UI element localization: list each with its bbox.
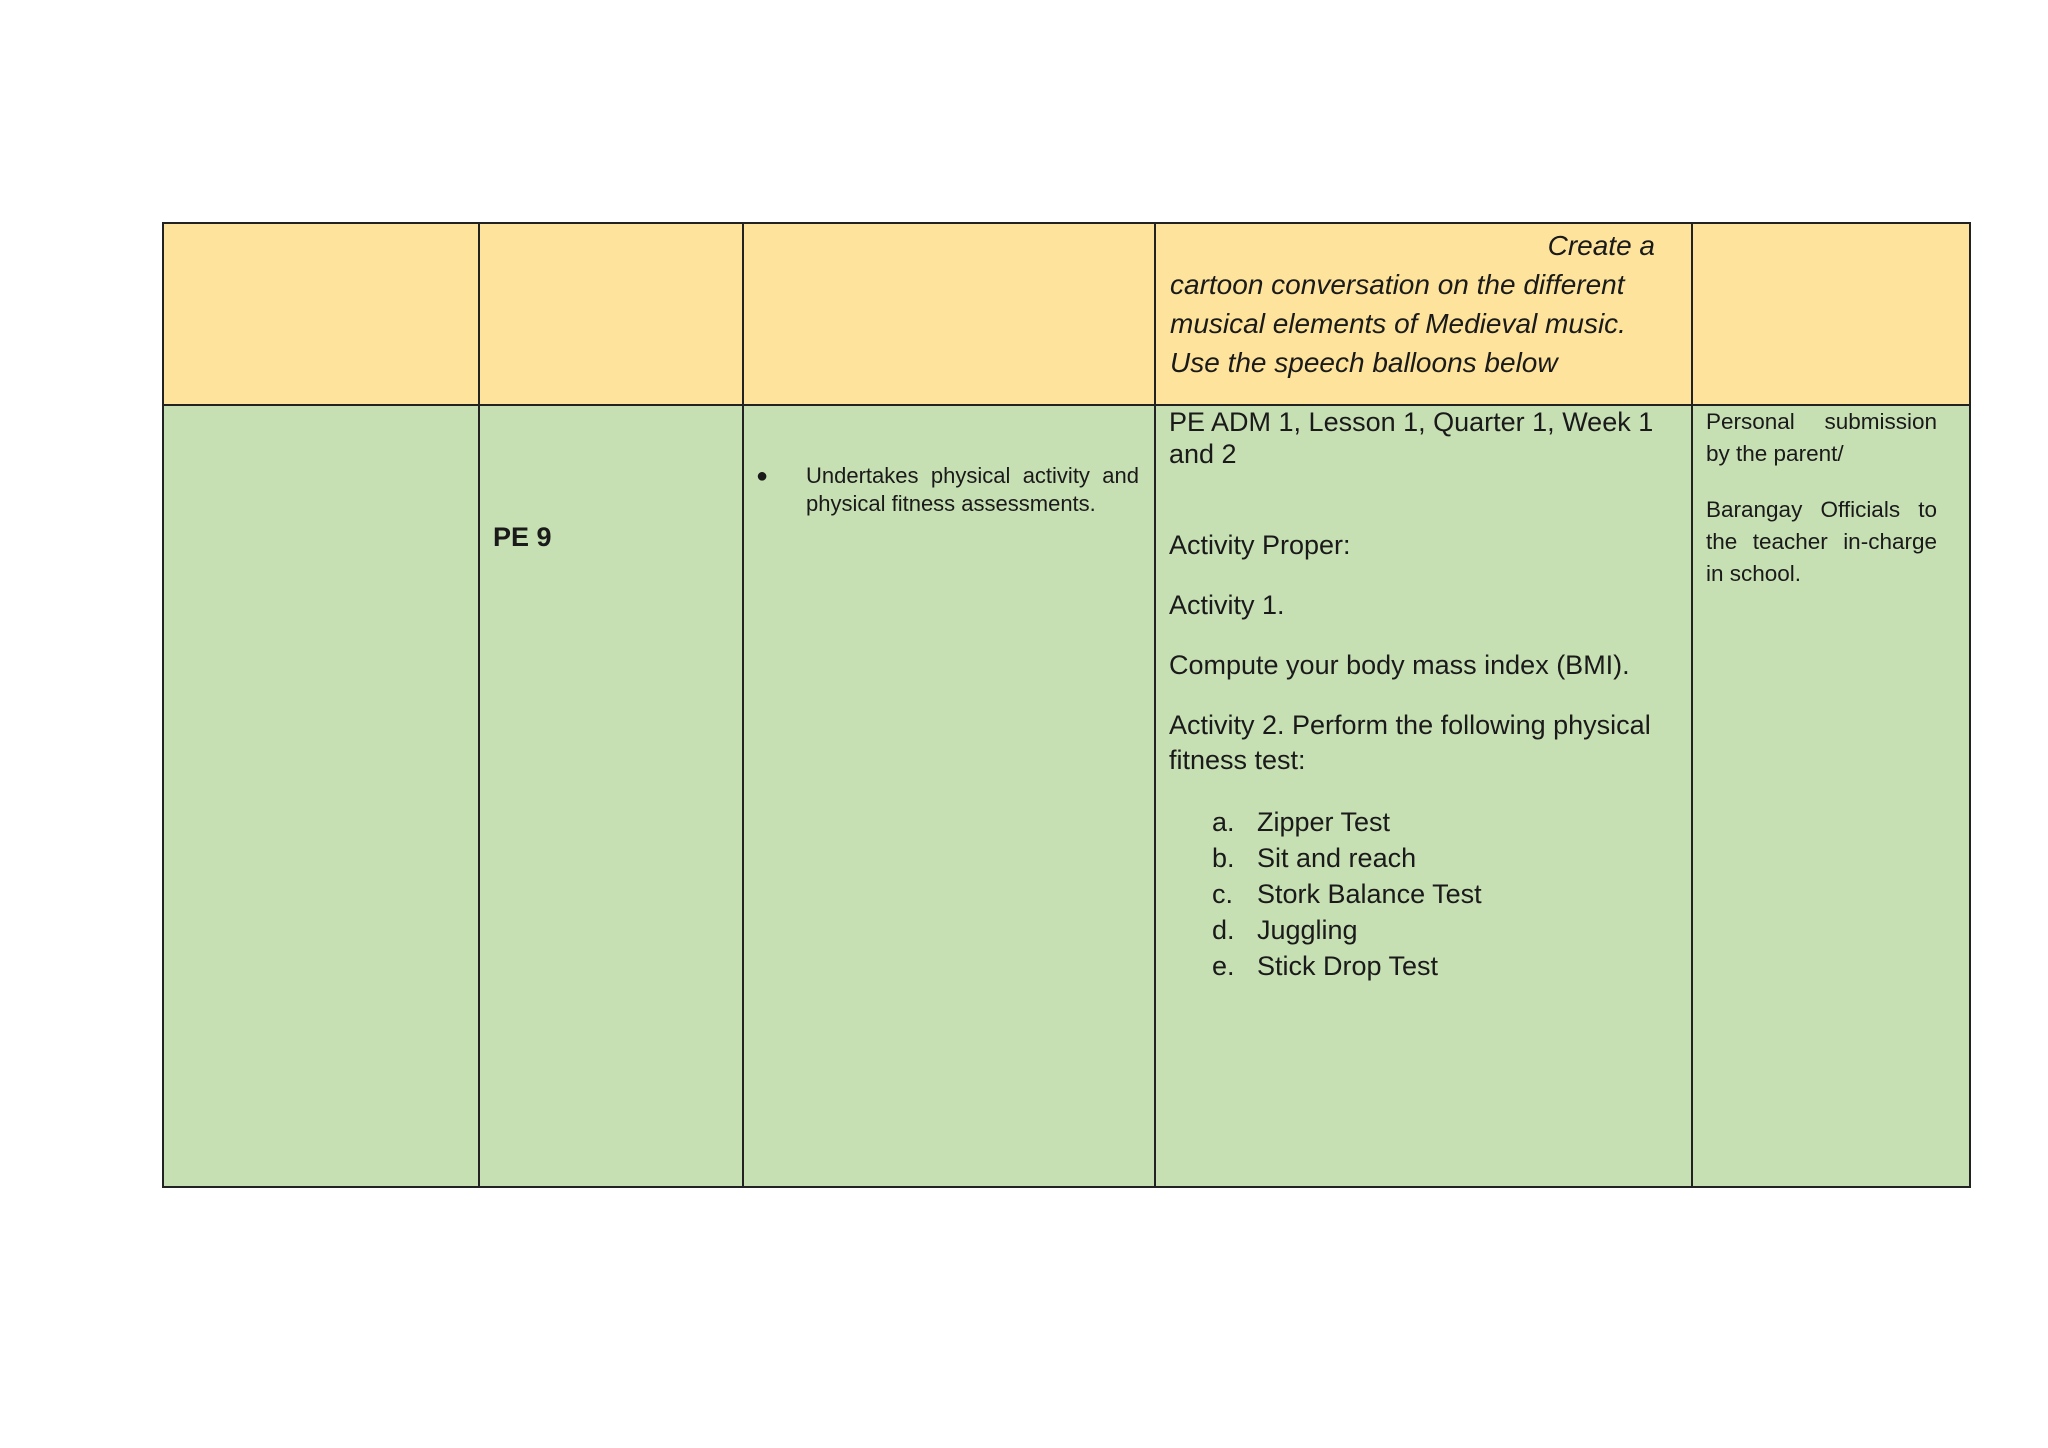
list-marker: d. [1212, 915, 1235, 945]
delivery-mode-cell [1692, 223, 1970, 405]
activity-1-task: Compute your body mass index (BMI). [1169, 650, 1630, 680]
list-marker: e. [1212, 951, 1235, 981]
delivery-mode-line-1: Personal submission by the parent/ [1706, 409, 1937, 466]
list-marker: a. [1212, 807, 1235, 837]
list-item [1212, 876, 1661, 912]
list-item-label: Zipper Test [1257, 807, 1391, 837]
lesson-reference: PE ADM 1, Lesson 1, Quarter 1, Week 1 and 2 [1169, 407, 1654, 469]
day-time-cell [163, 223, 479, 405]
learning-area-cell [479, 223, 743, 405]
table-row-pe [163, 405, 1970, 1187]
list-item-label: Stork Balance Test [1257, 879, 1482, 909]
list-item [1212, 804, 1661, 840]
activity-2-text: Activity 2. Perform the following physical fitness test: [1169, 710, 1651, 775]
list-item [1212, 948, 1661, 984]
delivery-mode-text [1693, 406, 1969, 590]
activity-line-1: Create a [1547, 230, 1655, 261]
delivery-mode-cell [1692, 405, 1970, 1187]
list-item [1212, 840, 1661, 876]
music-activity-text [1156, 224, 1691, 382]
learning-task-cell [1155, 223, 1692, 405]
lesson-content [1156, 406, 1691, 984]
list-item-label: Juggling [1257, 915, 1358, 945]
activity-1-title: Activity 1. [1169, 590, 1285, 620]
competency-item [744, 406, 1154, 518]
learning-area-cell [479, 405, 743, 1187]
activity-line-rest: cartoon conversation on the different musical elements of Medieval music. Use the speech balloons below [1170, 269, 1626, 378]
list-marker: c. [1212, 879, 1234, 909]
day-time-cell [163, 405, 479, 1187]
list-item [1212, 912, 1661, 948]
activity-proper-heading: Activity Proper: [1169, 530, 1351, 560]
learning-task-cell [1155, 405, 1692, 1187]
delivery-mode-line-2: Barangay Officials to the teacher in-charge in school. [1706, 497, 1937, 586]
learning-plan-table [162, 222, 1971, 1188]
competency-cell [743, 223, 1155, 405]
list-marker: b. [1212, 843, 1235, 873]
subject-code: PE 9 [493, 522, 552, 552]
list-item-label: Stick Drop Test [1257, 951, 1439, 981]
competency-cell [743, 405, 1155, 1187]
list-item-label: Sit and reach [1257, 843, 1417, 873]
bullet-icon: ● [756, 465, 769, 487]
competency-text: Undertakes physical activity and physical fitness assessments. [806, 463, 1139, 516]
fitness-test-list [1169, 804, 1661, 984]
table-row-music [163, 223, 1970, 405]
